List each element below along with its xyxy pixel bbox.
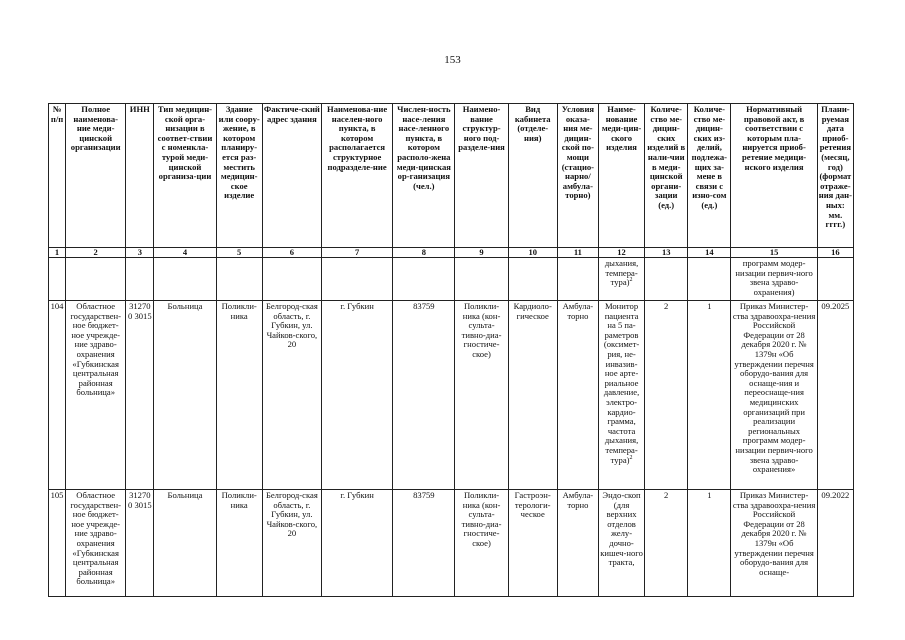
column-number: 12 [598, 248, 644, 258]
conditions-cell: Амбула-торно [557, 301, 598, 490]
device-name-cell [598, 301, 644, 490]
org-type-cell: Больница [154, 301, 216, 490]
device-name-cell [598, 490, 644, 597]
locality-cell: г. Губкин [321, 490, 392, 597]
column-number-row [49, 248, 854, 258]
legal-act-cell: Приказ Министер-ства здравоохра-нения Российской Федерации от 28 декабря 2020 г. № 1379н «Об утверждении перечня оборудо-вания для оснаще- [731, 490, 817, 597]
device-name-text: Эндо-скоп (для верхних отделов желу-дочно-кишеч-ного тракта, [600, 490, 643, 568]
legal-act-cell: Приказ Министер-ства здравоохра-нения Российской Федерации от 28 декабря 2020 г. № 1379н «Об утверждении перечня оборудо-вания для оснаще-ния и переоснаще-ния медицинских организаций при реализации региональных программ модер-низации первич-ного звена здраво-охранения» [731, 301, 817, 490]
table-row [49, 301, 854, 490]
legal-act-cell: программ модер-низации первич-ного звена здраво-охранения) [731, 258, 817, 301]
column-number: 14 [688, 248, 731, 258]
purchase-date-cell: 09.2025 [817, 301, 853, 490]
header-cell: Здание или соору-жение, в котором планиру-ется раз-местить медицин-ское изделие [216, 104, 262, 248]
header-cell: Числен-ность насе-ления насе-ленного пункта, в котором располо-жена меди-цинская ор-ганизация (чел.) [393, 104, 455, 248]
column-number: 2 [66, 248, 126, 258]
footnote-mark: 2 [629, 277, 633, 284]
column-number: 7 [321, 248, 392, 258]
column-number: 8 [393, 248, 455, 258]
quantity-replace-cell: 1 [688, 490, 731, 597]
column-number: 3 [126, 248, 154, 258]
column-number: 5 [216, 248, 262, 258]
building-cell: Поликли-ника [216, 301, 262, 490]
column-number: 6 [262, 248, 321, 258]
row-number: 104 [49, 301, 66, 490]
header-cell: ИНН [126, 104, 154, 248]
header-row [49, 104, 854, 248]
footnote-mark: 2 [629, 454, 633, 461]
unit-cell: Поликли-ника (кон-сульта-тивно-диа-гностиче-ское) [455, 490, 508, 597]
header-cell: Фактиче-ский адрес здания [262, 104, 321, 248]
column-number: 1 [49, 248, 66, 258]
row-number: 105 [49, 490, 66, 597]
building-cell: Поликли-ника [216, 490, 262, 597]
column-number: 16 [817, 248, 853, 258]
purchase-date-cell: 09.2022 [817, 490, 853, 597]
page-number: 153 [444, 54, 461, 66]
org-type-cell: Больница [154, 490, 216, 597]
address-cell: Белгород-ская область, г. Губкин, ул. Чайков-ского, 20 [262, 301, 321, 490]
organization-name: Областное государствен-ное бюджет-ное учрежде-ние здраво-охранения «Губкинская центральная районная больница» [66, 490, 126, 597]
continuation-row [49, 258, 854, 301]
inn-cell: 312700 3015 [126, 301, 154, 490]
column-number: 15 [731, 248, 817, 258]
header-cell: Условия оказа-ния ме-дицин-ской по-мощи (стацио-нарно/ амбула-торно) [557, 104, 598, 248]
quantity-replace-cell: 1 [688, 301, 731, 490]
register-table [48, 103, 854, 597]
cabinet-cell: Гастроэн-терологи-ческое [508, 490, 557, 597]
header-cell: Полное наименова-ние меди-цинской организации [66, 104, 126, 248]
header-cell: № п/п [49, 104, 66, 248]
column-number: 9 [455, 248, 508, 258]
quantity-available-cell: 2 [645, 301, 688, 490]
device-name-cell [598, 258, 644, 301]
quantity-available-cell: 2 [645, 490, 688, 597]
locality-cell: г. Губкин [321, 301, 392, 490]
unit-cell: Поликли-ника (кон-сульта-тивно-диа-гностиче-ское) [455, 301, 508, 490]
column-number: 11 [557, 248, 598, 258]
header-cell: Вид кабинета (отделе-ния) [508, 104, 557, 248]
inn-cell: 312700 3015 [126, 490, 154, 597]
header-cell: Наиме-нование меди-цин-ского изделия [598, 104, 644, 248]
header-cell: Тип медицин-ской орга-низации в соответ-ствии с номенкла-турой меди-цинской организа-ции [154, 104, 216, 248]
header-cell: Плани-руемая дата приоб-ретения (месяц, год) (формат отраже-ния дан-ных: мм. гггг.) [817, 104, 853, 248]
column-number: 10 [508, 248, 557, 258]
header-cell: Количе-ство ме-дицин-ских изделий в нали-чии в меди-цинской органи-зации (ед.) [645, 104, 688, 248]
conditions-cell: Амбула-торно [557, 490, 598, 597]
header-cell: Нормативный правовой акт, в соответствии с которым пла-нируется приоб-ретение медици-нского изделия [731, 104, 817, 248]
column-number: 13 [645, 248, 688, 258]
header-cell: Количе-ство ме-дицин-ских из-делий, подлежа-щих за-мене в связи с изно-сом (ед.) [688, 104, 731, 248]
header-cell: Наимено-вание структур-ного под-разделе-ния [455, 104, 508, 248]
device-name-text: дыхания, темпера-тура) [604, 258, 639, 288]
header-cell: Наименова-ние населен-ного пункта, в котором располагается структурное подразделе-ние [321, 104, 392, 248]
column-number: 4 [154, 248, 216, 258]
organization-name: Областное государствен-ное бюджет-ное учрежде-ние здраво-охранения «Губкинская центральная районная больница» [66, 301, 126, 490]
cabinet-cell: Кардиоло-гическое [508, 301, 557, 490]
address-cell: Белгород-ская область, г. Губкин, ул. Чайков-ского, 20 [262, 490, 321, 597]
population-cell: 83759 [393, 301, 455, 490]
table-row [49, 490, 854, 597]
population-cell: 83759 [393, 490, 455, 597]
device-name-text: Монитор пациента на 5 па-раметров (оксимет-рия, не-инвазив-ное арте-риальное давление, электро-кардио-грамма, частота дыхания, темпера-тура) [603, 301, 640, 465]
